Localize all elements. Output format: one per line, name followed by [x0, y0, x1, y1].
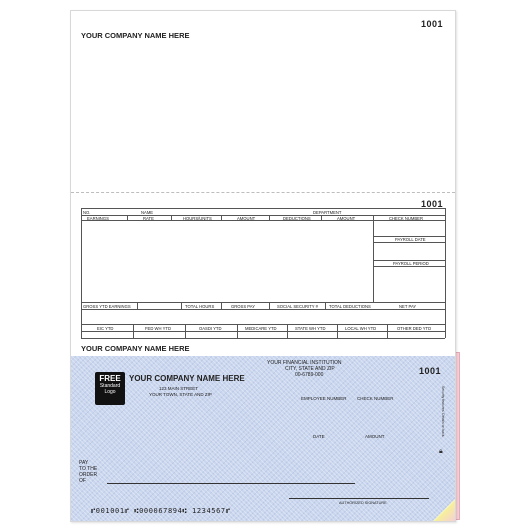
label-local-wh-ytd: LOCAL WH YTD — [345, 325, 377, 331]
check-number: 1001 — [418, 366, 441, 376]
label-other-ded-ytd: OTHER DED YTD — [397, 325, 432, 331]
label-deductions: DEDUCTIONS — [283, 216, 311, 221]
label-no: NO. — [83, 209, 91, 215]
check-company-name: YOUR COMPANY NAME HERE — [129, 374, 245, 383]
check-number-label: CHECK NUMBER — [357, 396, 394, 401]
check-address-2: YOUR TOWN, STATE AND ZIP — [149, 392, 212, 397]
label-net-pay: NET PAY — [399, 303, 417, 309]
amount-label: AMOUNT — [365, 434, 385, 439]
label-payroll-date: PAYROLL DATE — [395, 237, 426, 242]
top-stub-check-number: 1001 — [420, 19, 443, 29]
security-note: Security features. Details on back. — [441, 386, 445, 438]
perforation-line — [71, 192, 455, 193]
logo-standard-text: Standard — [99, 383, 121, 389]
check-address-1: 123 MAIN STREET — [159, 386, 199, 391]
pay-to-order-label: PAY TO THE ORDER OF — [79, 460, 98, 484]
label-check-number: CHECK NUMBER — [389, 216, 423, 221]
label-earnings: EARNINGS — [87, 216, 109, 221]
page-curl-corner — [433, 499, 455, 521]
label-social-security: SOCIAL SECURITY # — [277, 303, 318, 309]
label-medicare-ytd: MEDICARE YTD — [245, 325, 277, 331]
label-department: DEPARTMENT — [313, 209, 342, 215]
label-gross-pay: GROSS PAY — [231, 303, 256, 309]
bank-code: 00-6789-000 — [295, 372, 324, 378]
employee-number-label: EMPLOYEE NUMBER — [301, 396, 347, 401]
label-rate: RATE — [143, 216, 154, 221]
label-total-deductions: TOTAL DEDUCTIONS — [329, 303, 371, 309]
label-name: NAME — [141, 209, 154, 215]
signature-line — [289, 498, 429, 499]
micr-line: ⑈001001⑈ ⑆000067894⑆ 1234567⑈ — [91, 507, 231, 515]
bank-city: CITY, STATE AND ZIP — [285, 366, 335, 372]
label-fed-wh-ytd: FED WH YTD — [145, 325, 171, 331]
payee-line — [107, 483, 355, 484]
earnings-table — [81, 208, 445, 338]
label-total-hours: TOTAL HOURS — [185, 303, 215, 309]
label-eic-ytd: EIC YTD — [97, 325, 114, 331]
label-amount-earnings: AMOUNT — [237, 216, 256, 221]
earnings-stub-check-number: 1001 — [420, 199, 443, 209]
label-oasdi-ytd: OASDI YTD — [199, 325, 222, 331]
top-stub-company-name: YOUR COMPANY NAME HERE — [81, 31, 190, 40]
logo-free-text: FREE — [99, 374, 121, 383]
label-state-wh-ytd: STATE WH YTD — [295, 325, 326, 331]
label-payroll-period: PAYROLL PERIOD — [393, 261, 429, 266]
standard-logo — [95, 372, 125, 405]
check-body — [71, 356, 455, 521]
label-amount-deductions: AMOUNT — [337, 216, 356, 221]
date-label: DATE — [313, 434, 325, 439]
bank-name: YOUR FINANCIAL INSTITUTION — [267, 360, 342, 366]
signature-label: AUTHORIZED SIGNATURE — [339, 501, 387, 505]
lock-icon: 🔒︎ — [439, 448, 443, 455]
logo-logo-text: Logo — [104, 389, 116, 395]
label-gross-ytd-earnings: GROSS YTD EARNINGS — [83, 303, 131, 309]
check-form-page — [70, 10, 456, 522]
label-hours-units: HOURS/UNITS — [183, 216, 212, 221]
check-company-name-above: YOUR COMPANY NAME HERE — [81, 344, 190, 353]
